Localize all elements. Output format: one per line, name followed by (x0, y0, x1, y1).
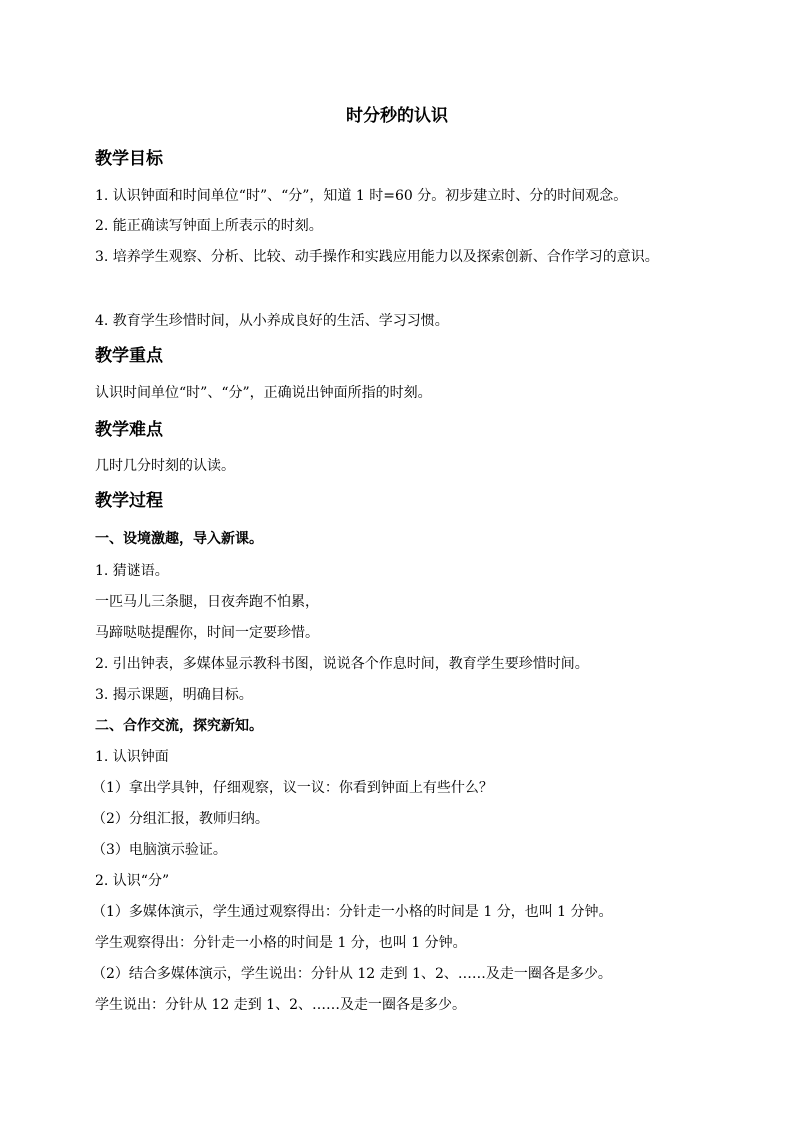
part2-line: （1）多媒体演示，学生通过观察得出：分针走一小格的时间是 1 分，也叫 1 分钟。 (92, 904, 613, 920)
goal-item-2: 2. 能正确读写钟面上所表示的时刻。 (95, 218, 323, 234)
part2-line: 学生观察得出：分针走一小格的时间是 1 分，也叫 1 分钟。 (95, 935, 467, 951)
key-points-heading: 教学重点 (95, 346, 163, 366)
part1-line: 马蹄哒哒提醒你，时间一定要珍惜。 (95, 625, 319, 641)
difficulties-heading: 教学难点 (95, 420, 163, 440)
part1-line: 2. 引出钟表，多媒体显示教科书图，说说各个作息时间，教育学生要珍惜时间。 (95, 656, 589, 672)
part2-line: 1. 认识钟面 (95, 749, 169, 765)
part2-line: 2. 认识“分” (95, 873, 170, 889)
goal-item-3: 3. 培养学生观察、分析、比较、动手操作和实践应用能力以及探索创新、合作学习的意识。 (95, 249, 659, 265)
part2-line: （1）拿出学具钟，仔细观察，议一议：你看到钟面上有些什么？ (92, 780, 493, 796)
part2-line: （3）电脑演示验证。 (92, 842, 227, 858)
difficulties-text: 几时几分时刻的认读。 (95, 458, 235, 474)
part1-line: 3. 揭示课题，明确目标。 (95, 687, 253, 703)
part2-heading: 二、合作交流，探究新知。 (95, 718, 263, 734)
part2-line: 学生说出：分针从 12 走到 1、2、……及走一圈各是多少。 (95, 997, 466, 1013)
part2-line: （2）分组汇报，教师归纳。 (92, 811, 269, 827)
goal-item-4: 4. 教育学生珍惜时间，从小养成良好的生活、学习习惯。 (95, 313, 449, 329)
goals-heading: 教学目标 (95, 149, 163, 169)
key-points-text: 认识时间单位“时”、“分”，正确说出钟面所指的时刻。 (95, 385, 432, 401)
process-heading: 教学过程 (95, 491, 163, 511)
part1-heading: 一、设境激趣，导入新课。 (95, 531, 263, 547)
part1-line: 一匹马儿三条腿，日夜奔跑不怕累， (95, 594, 319, 610)
part1-line: 1. 猜谜语。 (95, 563, 169, 579)
document-title: 时分秒的认识 (346, 106, 448, 126)
goal-item-1: 1. 认识钟面和时间单位“时”、“分”，知道 1 时=60 分。初步建立时、分的时间观念。 (95, 188, 628, 204)
part2-line: （2）结合多媒体演示，学生说出：分针从 12 走到 1、2、……及走一圈各是多少。 (92, 966, 612, 982)
